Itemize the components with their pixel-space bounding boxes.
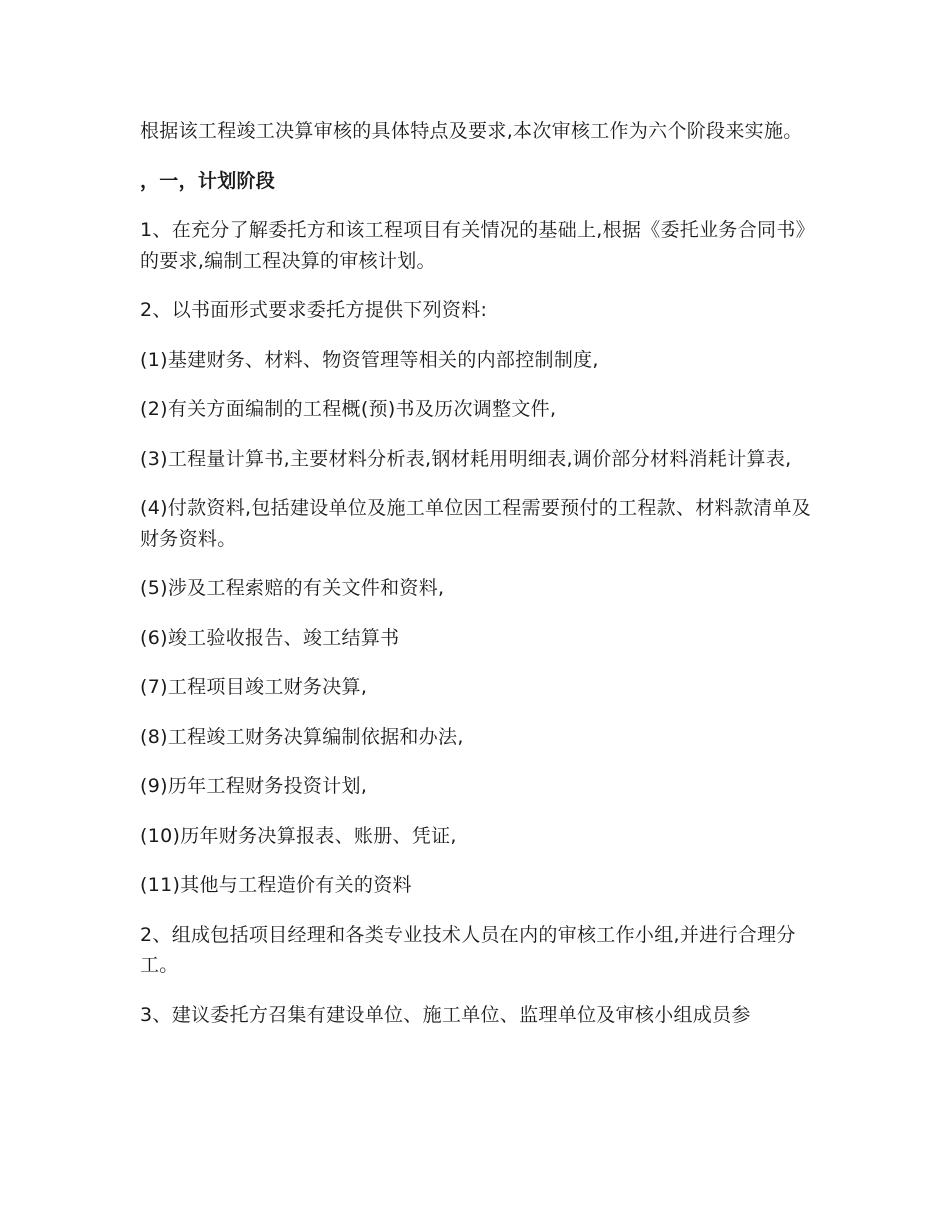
material-item-9: (9)历年工程财务投资计划, [140, 775, 368, 797]
material-item-8: (8)工程竣工财务决算编制依据和办法, [140, 725, 464, 748]
step-3-paragraph: 3、建议委托方召集有建设单位、施工单位、监理单位及审核小组成员参 [140, 1003, 751, 1026]
document-page [140, 116, 820, 1049]
material-item-5: (5)涉及工程索赔的有关文件和资料, [140, 577, 445, 599]
material-item-10: (10)历年财务决算报表、账册、凭证, [140, 824, 457, 847]
intro-paragraph: 根据该工程竣工决算审核的具体特点及要求,本次审核工作为六个阶段来实施。 [140, 120, 803, 142]
step-1-paragraph: 1、在充分了解委托方和该工程项目有关情况的基础上,根据《委托业务合同书》的要求,编制工程决算的审核计划。 [140, 219, 815, 272]
material-item-1: (1)基建财务、材料、物资管理等相关的内部控制制度, [140, 348, 599, 371]
step-2-paragraph: 2、以书面形式要求委托方提供下列资料: [140, 299, 488, 321]
section-heading-plan-stage: ，一，计划阶段 [140, 169, 276, 192]
material-item-7: (7)工程项目竣工财务决算, [140, 676, 368, 698]
material-item-6: (6)竣工验收报告、竣工结算书 [140, 626, 400, 649]
material-item-2: (2)有关方面编制的工程概(预)书及历次调整文件, [140, 398, 557, 420]
material-item-11: (11)其他与工程造价有关的资料 [140, 874, 412, 896]
material-item-3: (3)工程量计算书,主要材料分析表,钢材耗用明细表,调价部分材料消耗计算表, [140, 447, 792, 470]
team-paragraph: 2、组成包括项目经理和各类专业技术人员在内的审核工作小组,并进行合理分工。 [140, 923, 796, 976]
material-item-4: (4)付款资料,包括建设单位及施工单位因工程需要预付的工程款、材料款清单及财务资料。 [140, 497, 812, 550]
